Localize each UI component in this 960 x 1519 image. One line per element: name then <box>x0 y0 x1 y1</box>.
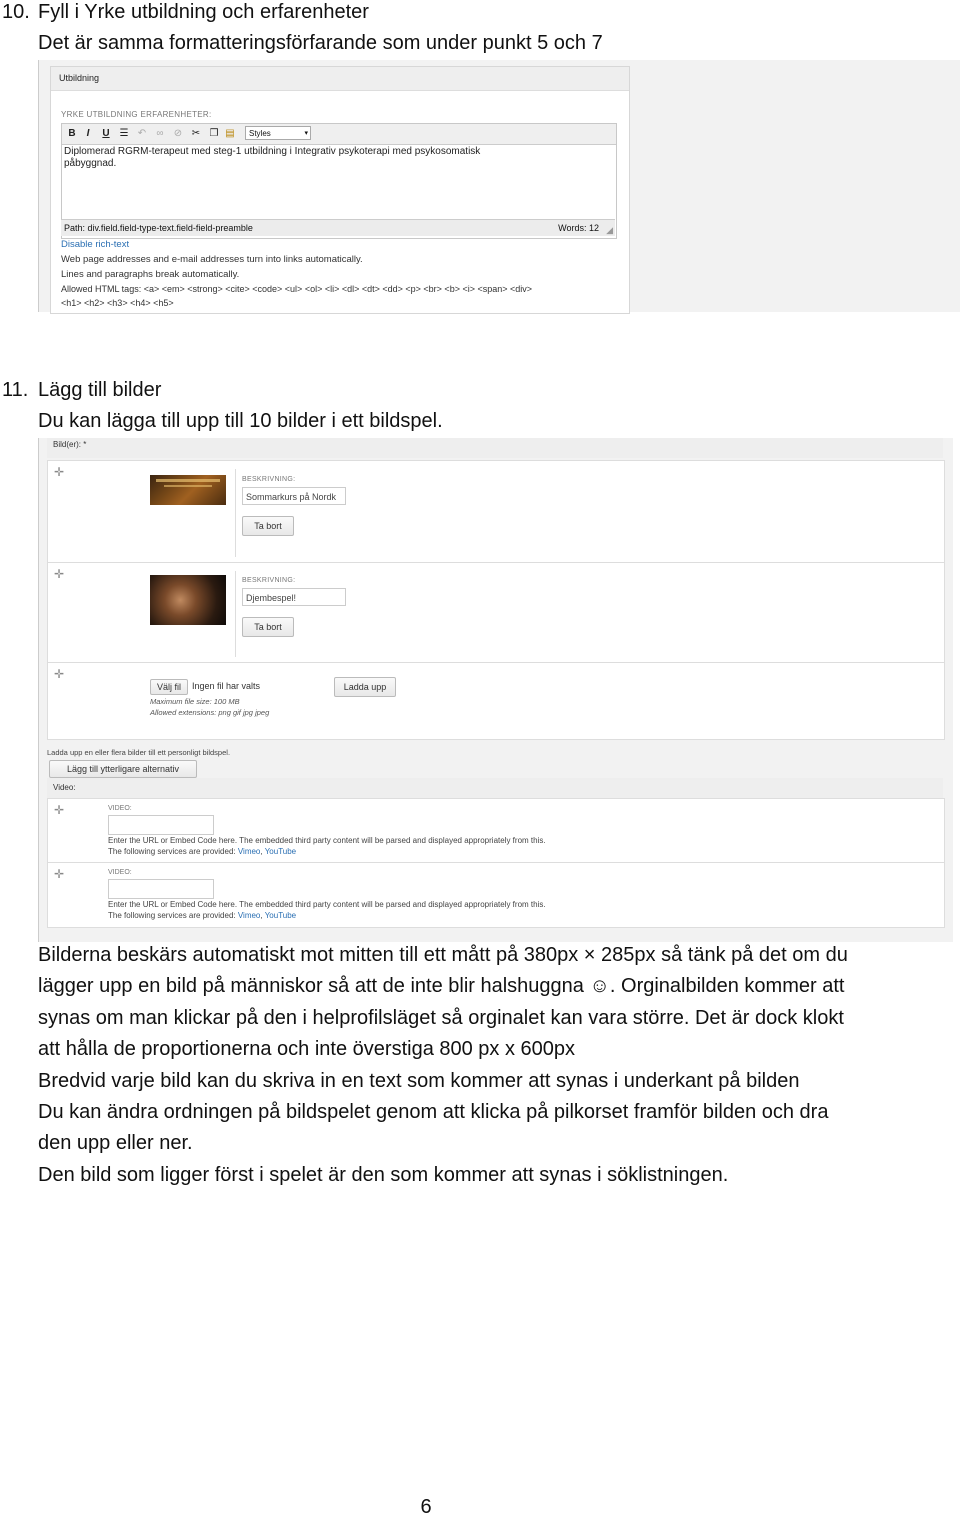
drag-handle-icon[interactable]: ✛ <box>54 667 65 681</box>
no-file-chosen: Ingen fil har valts <box>192 681 261 691</box>
underline-button[interactable]: U <box>102 128 110 139</box>
chevron-down-icon: ▾ <box>304 130 308 137</box>
section-11-subtitle: Du kan lägga till upp till 10 bilder i ett bildspel. <box>38 410 443 432</box>
undo-icon[interactable]: ↶ <box>137 128 147 139</box>
status-path: Path: div.field.field-type-text.field-field-preamble <box>64 223 253 233</box>
list-icon[interactable]: ☰ <box>119 128 129 139</box>
help-text: Web page addresses and e-mail addresses turn into links automatically. <box>61 254 363 265</box>
description-input[interactable]: Sommarkurs på Nordk <box>242 487 346 505</box>
image-row <box>47 562 945 664</box>
image-thumbnail <box>150 475 226 505</box>
disable-rich-text-link[interactable]: Disable rich-text <box>61 239 130 250</box>
video-label: VIDEO: <box>108 805 132 812</box>
section-title: Lägg till bilder <box>38 379 162 401</box>
body-line: att hålla de proportionerna och inte överstiga 800 px x 600px <box>38 1038 576 1061</box>
help-text: Lines and paragraphs break automatically. <box>61 269 240 280</box>
copy-icon[interactable]: ❐ <box>209 128 219 139</box>
drag-handle-icon[interactable]: ✛ <box>54 803 65 817</box>
resize-handle-icon[interactable]: ◢ <box>606 225 613 235</box>
styles-dropdown[interactable] <box>245 126 311 140</box>
body-line: Den bild som ligger först i spelet är den som kommer att synas i söklistningen. <box>38 1163 729 1186</box>
description-label: BESKRIVNING: <box>242 476 296 483</box>
remove-image-button[interactable]: Ta bort <box>242 516 294 536</box>
allowed-extensions: Allowed extensions: png gif jpg jpeg <box>150 708 270 717</box>
help-text: Allowed HTML tags: <a> <em> <strong> <cite> <code> <ul> <ol> <li> <dl> <dt> <dd> <p> <br> <b> <i> <span> <div> <box>61 284 533 294</box>
section-number: 11. <box>2 379 29 401</box>
body-line: Du kan ändra ordningen på bildspelet genom att klicka på pilkorset framför bilden och dra <box>38 1101 829 1124</box>
upload-button[interactable]: Ladda upp <box>334 677 396 697</box>
drag-handle-icon[interactable]: ✛ <box>54 465 65 479</box>
body-line: Bredvid varje bild kan du skriva in en text som kommer att synas i underkant på bilden <box>38 1069 800 1092</box>
section-title: Fyll i Yrke utbildning och erfarenheter <box>38 1 369 23</box>
thumbnail-text-decoration <box>156 479 220 482</box>
unlink-icon[interactable]: ⊘ <box>173 128 183 139</box>
video-help-text: Enter the URL or Embed Code here. The embedded third party content will be parsed and displayed appropriately from this. <box>108 900 546 909</box>
image-thumbnail <box>150 575 226 625</box>
section-11-heading <box>0 378 960 402</box>
paste-icon[interactable]: ▤ <box>225 128 235 139</box>
video-url-input[interactable] <box>108 879 214 899</box>
panel-title: Utbildning <box>51 67 629 91</box>
styles-label: Styles <box>249 129 271 138</box>
drag-handle-icon[interactable]: ✛ <box>54 867 65 881</box>
video-field-label: Video: <box>47 778 943 798</box>
youtube-link[interactable]: YouTube <box>264 847 297 856</box>
italic-button[interactable]: I <box>86 128 90 139</box>
upload-row <box>47 662 945 740</box>
video-services-text: The following services are provided: Vimeo, YouTube <box>108 847 297 856</box>
video-row <box>47 798 945 864</box>
screenshot-rich-text-editor <box>38 60 960 312</box>
images-field-label: Bild(er): * <box>47 438 943 458</box>
content-line: påbyggnad. <box>64 158 117 169</box>
choose-file-button[interactable]: Välj fil <box>150 679 188 695</box>
link-icon[interactable]: ∞ <box>156 128 164 139</box>
screenshot-image-upload <box>38 438 953 942</box>
drag-handle-icon[interactable]: ✛ <box>54 567 65 581</box>
youtube-link[interactable]: YouTube <box>264 911 297 920</box>
vimeo-link[interactable]: Vimeo <box>237 847 261 856</box>
utbildning-panel <box>50 66 630 314</box>
section-10-subtitle: Det är samma formatteringsförfarande som under punkt 5 och 7 <box>38 32 603 54</box>
video-row <box>47 862 945 928</box>
video-url-input[interactable] <box>108 815 214 835</box>
body-paragraph <box>38 940 938 1191</box>
body-line: den upp eller ner. <box>38 1132 193 1155</box>
video-services-text: The following services are provided: Vimeo, YouTube <box>108 911 297 920</box>
content-line: Diplomerad RGRM-terapeut med steg-1 utbildning i Integrativ psykoterapi med psykosomatisk <box>64 146 481 157</box>
help-text: <h1> <h2> <h3> <h4> <h5> <box>61 298 174 308</box>
description-label: BESKRIVNING: <box>242 577 296 584</box>
vimeo-link[interactable]: Vimeo <box>237 911 261 920</box>
divider <box>235 469 236 557</box>
description-input[interactable]: Djembespel! <box>242 588 346 606</box>
section-10-heading <box>0 0 960 24</box>
video-help-text: Enter the URL or Embed Code here. The embedded third party content will be parsed and displayed appropriately from this. <box>108 836 546 845</box>
bold-button[interactable]: B <box>68 128 76 139</box>
body-line: Bilderna beskärs automatiskt mot mitten till ett mått på 380px × 285px så tänk på det om du <box>38 944 848 966</box>
editor-statusbar <box>61 219 615 236</box>
field-label: YRKE UTBILDNING ERFARENHETER: <box>61 110 212 119</box>
status-word-count: Words: 12 <box>558 223 599 233</box>
thumbnail-text-decoration <box>164 485 212 487</box>
body-line: lägger upp en bild på människor så att de inte blir halshuggna ☺. Orginalbilden kommer att <box>38 975 845 998</box>
upload-help-text: Ladda upp en eller flera bilder till ett personligt bildspel. <box>47 748 231 757</box>
video-label: VIDEO: <box>108 869 132 876</box>
max-file-size: Maximum file size: 100 MB <box>150 697 240 706</box>
section-number: 10. <box>2 1 30 23</box>
add-more-button[interactable]: Lägg till ytterligare alternativ <box>49 760 197 778</box>
editor-content[interactable] <box>64 146 584 170</box>
divider <box>235 571 236 657</box>
cut-icon[interactable]: ✂ <box>191 128 201 139</box>
body-line: synas om man klickar på den i helprofilsläget så orginalet kan vara större. Det är dock klokt <box>38 1006 844 1029</box>
image-row <box>47 460 945 564</box>
page-number: 6 <box>420 1496 432 1518</box>
remove-image-button[interactable]: Ta bort <box>242 617 294 637</box>
editor-toolbar <box>62 124 616 145</box>
